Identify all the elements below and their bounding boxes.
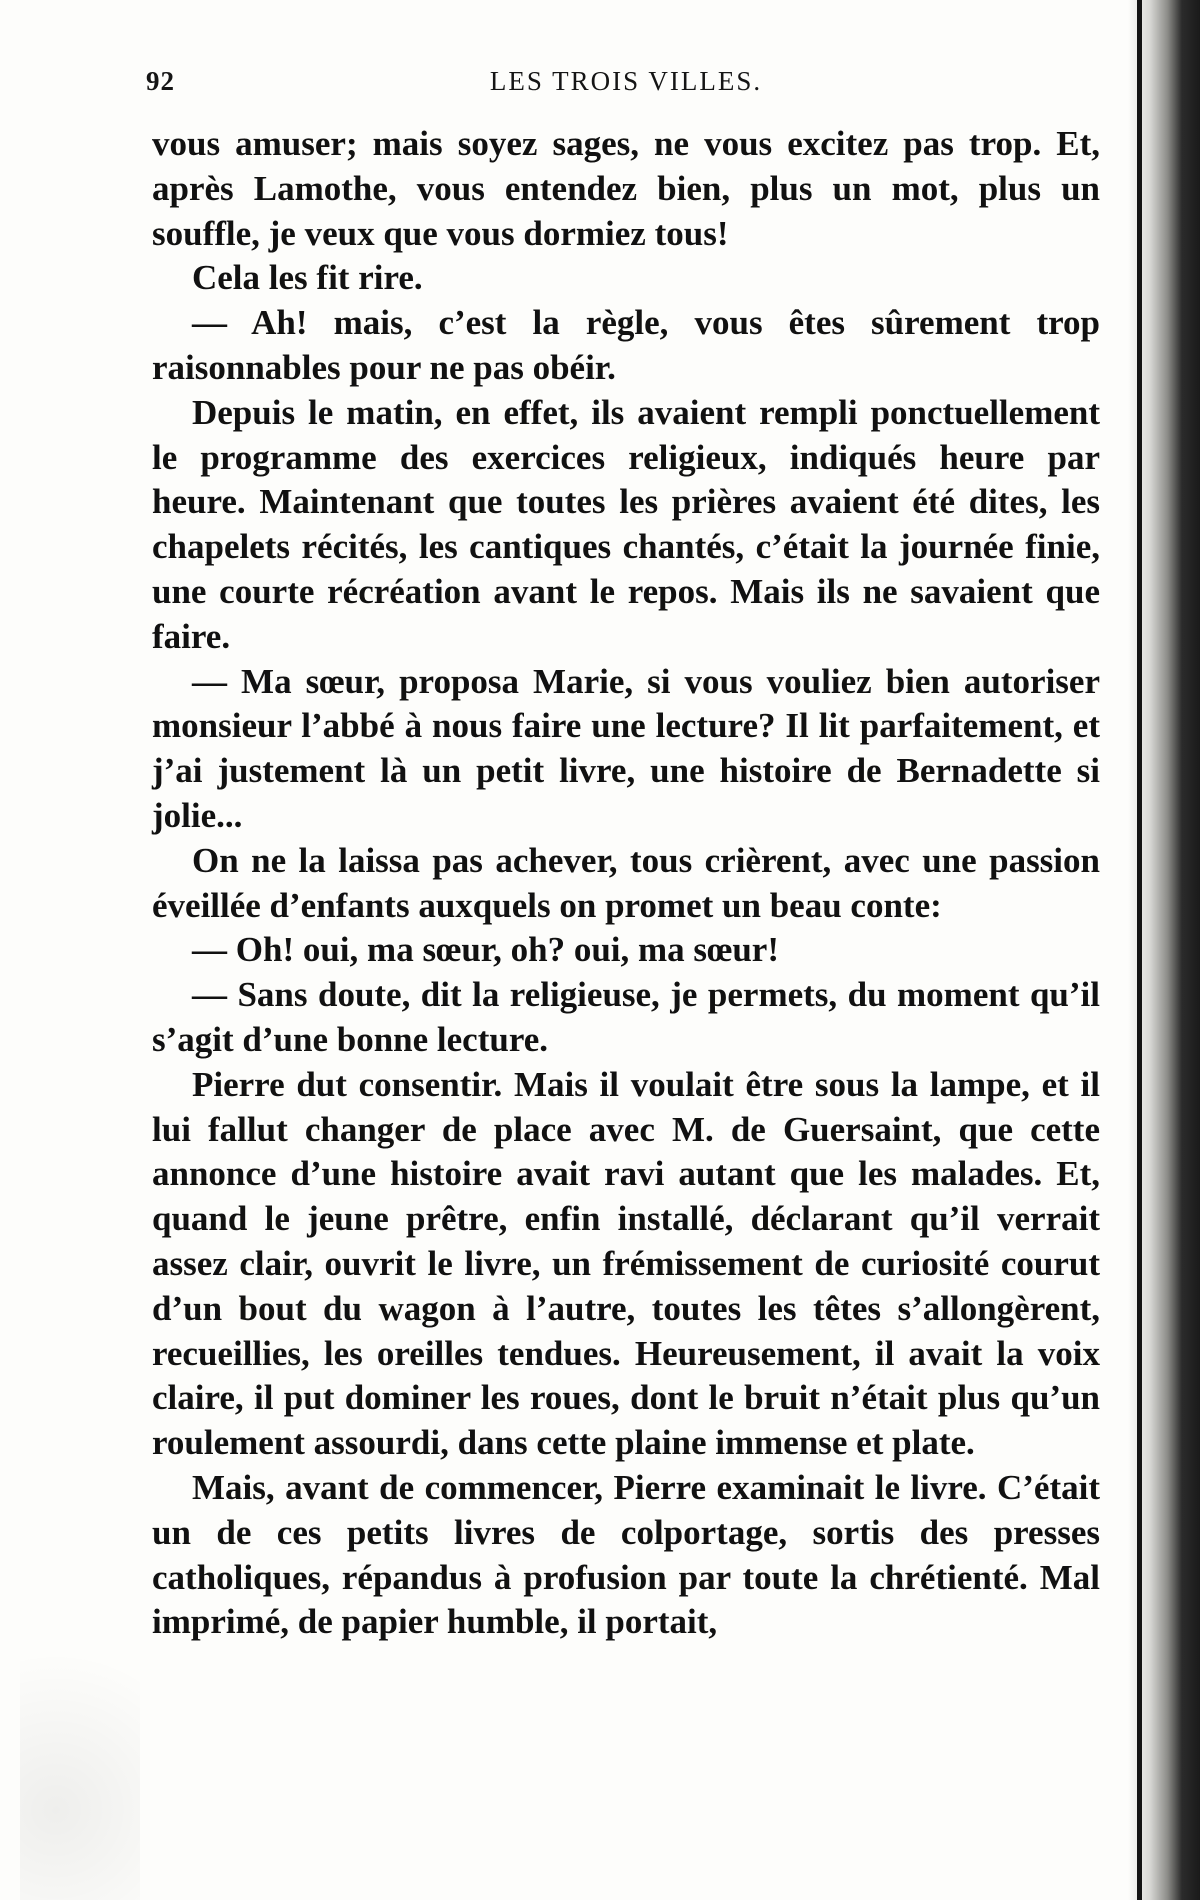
paragraph: Pierre dut consentir. Mais il voulait être sous la lampe, et il lui fallut changer de place avec M. de Guersaint, que cette annonce d’une histoire avait ravi autant que les malades. Et, quand le jeune prêtre, enfin installé, déclarant qu’il verrait assez clair, ouvrit le livre, un frémissement de curiosité courut d’un bout du wagon à l’autre, toutes les têtes s’allongèrent, recueillies, les oreilles tendues. Heureusement, il avait la voix claire, il put dominer les roues, dont le bruit n’était plus qu’un roulement assourdi, dans cette plaine immense et plate. bbox=[152, 1064, 1100, 1463]
paragraph: Mais, avant de commencer, Pierre examinait le livre. C’était un de ces petits livres de colportage, sortis des presses catholiques, répandus à profusion par toute la chrétienté. Mal imprimé, de papier humble, il portait, bbox=[152, 1467, 1100, 1642]
paragraph: Cela les fit rire. bbox=[192, 258, 423, 298]
body-text bbox=[152, 122, 1100, 1645]
dialogue-line: — Oh! oui, ma sœur, oh? oui, ma sœur! bbox=[192, 930, 779, 970]
page-header bbox=[146, 66, 1106, 106]
dialogue-line: — Ma sœur, proposa Marie, si vous vouliez bien autoriser monsieur l’abbé à nous faire une lecture? Il lit parfaitement, et j’ai justement là un petit livre, une histoire de Bernadette si jolie... bbox=[152, 661, 1100, 835]
page-number: 92 bbox=[146, 66, 175, 96]
paragraph-continuation: vous amuser; mais soyez sages, ne vous excitez pas trop. Et, après Lamothe, vous entendez bien, plus un mot, plus un souffle, je veux que vous dormiez tous! bbox=[152, 124, 1100, 253]
paragraph: On ne la laissa pas achever, tous crièrent, avec une passion éveillée d’enfants auxquels on promet un beau conte: bbox=[152, 840, 1100, 925]
running-title: LES TROIS VILLES. bbox=[489, 66, 763, 96]
scanned-binding-line bbox=[1137, 0, 1142, 1900]
dialogue-line: — Sans doute, dit la religieuse, je permets, du moment qu’il s’agit d’une bonne lecture. bbox=[152, 975, 1100, 1059]
scan-speckle bbox=[20, 1600, 140, 1900]
paragraph: Depuis le matin, en effet, ils avaient rempli ponctuellement le programme des exercices religieux, indiqués heure par heure. Maintenant que toutes les prières avaient été dites, les chapelets récités, les cantiques chantés, c’était la journée finie, une courte récréation avant le repos. Mais ils ne savaient que faire. bbox=[152, 392, 1100, 656]
dialogue-line: — Ah! mais, c’est la règle, vous êtes sûrement trop raisonnables pour ne pas obéir. bbox=[152, 303, 1100, 387]
